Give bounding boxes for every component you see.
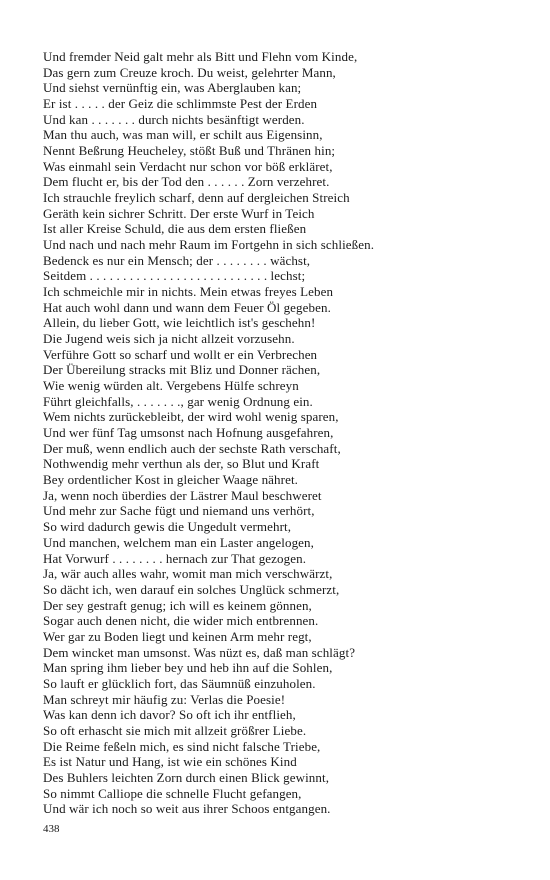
poem-line: Es ist Natur und Hang, ist wie ein schönes Kind	[43, 754, 297, 770]
poem-line: Des Buhlers leichten Zorn durch einen Blick gewinnt,	[43, 769, 330, 785]
poem-line: Was kan denn ich davor? So oft ich ihr entflieh,	[43, 707, 296, 723]
poem-line: So lauft er glücklich fort, das Säumnüß einzuholen.	[43, 675, 316, 691]
poem-line: Nennt Beßrung Heucheley, stößt Buß und Thränen hin;	[43, 143, 336, 159]
page-number: 438	[43, 823, 60, 835]
poem-line: Der muß, wenn endlich auch der sechste Rath verschaft,	[43, 440, 341, 456]
poem-line: Das gern zum Creuze kroch. Du weist, gelehrter Mann,	[43, 64, 336, 80]
poem-line: So dächt ich, wen darauf ein solches Unglück schmerzt,	[43, 581, 340, 597]
poem-line: Hat Vorwurf . . . . . . . . hernach zur That gezogen.	[43, 550, 307, 566]
poem-line: So nimmt Calliope die schnelle Flucht gefangen,	[43, 785, 302, 801]
poem-line: Der Übereilung stracks mit Bliz und Donner rächen,	[43, 362, 321, 378]
poem-line: Hat auch wohl dann und wann dem Feuer Öl gegeben.	[43, 299, 331, 315]
poem-line: Verführe Gott so scharf und wollt er ein Verbrechen	[43, 346, 318, 362]
poem-line: Und siehst vernünftig ein, was Aberglauben kan;	[43, 80, 302, 96]
poem-line: Ja, wenn noch überdies der Lästrer Maul beschweret	[43, 487, 322, 503]
poem-line: Ist aller Kreise Schuld, die aus dem ersten fließen	[43, 221, 307, 237]
poem-line: Wem nichts zurückebleibt, der wird wohl wenig sparen,	[43, 409, 339, 425]
poem-line: Man schreyt mir häufig zu: Verlas die Poesie!	[43, 691, 286, 707]
poem-line: Dem wincket man umsonst. Was nüzt es, daß man schlägt?	[43, 644, 356, 660]
poem-line: Ja, wär auch alles wahr, womit man mich verschwärzt,	[43, 566, 333, 582]
poem-line: Man thu auch, was man will, er schilt aus Eigensinn,	[43, 127, 323, 143]
poem-line: Bedenck es nur ein Mensch; der . . . . . . . . wächst,	[43, 252, 311, 268]
poem-line: Was einmahl sein Verdacht nur schon vor böß erkläret,	[43, 158, 333, 174]
poem-line: Man spring ihm lieber bey und heb ihn auf die Sohlen,	[43, 660, 333, 676]
poem-line: So wird dadurch gewis die Ungedult vermehrt,	[43, 519, 292, 535]
poem-line: Er ist . . . . . der Geiz die schlimmste Pest der Erden	[43, 96, 318, 112]
poem-line: Und wer fünf Tag umsonst nach Hofnung ausgefahren,	[43, 425, 334, 441]
poem-line: Die Reime feßeln mich, es sind nicht falsche Triebe,	[43, 738, 321, 754]
poem-line: Nothwendig mehr verthun als der, so Blut und Kraft	[43, 456, 320, 472]
poem-line: Der sey gestraft genug; ich will es keinem gönnen,	[43, 597, 312, 613]
poem-text	[43, 49, 543, 817]
poem-line: Und wär ich noch so weit aus ihrer Schoos entgangen.	[43, 801, 331, 817]
poem-line: Ich schmeichle mir in nichts. Mein etwas freyes Leben	[43, 284, 334, 300]
poem-line: Ich strauchle freylich scharf, denn auf dergleichen Streich	[43, 190, 350, 206]
poem-line: Und fremder Neid galt mehr als Bitt und Flehn vom Kinde,	[43, 49, 358, 64]
poem-line: Wer gar zu Boden liegt und keinen Arm mehr regt,	[43, 628, 312, 644]
poem-line: Allein, du lieber Gott, wie leichtlich ist's geschehn!	[43, 315, 316, 331]
poem-line: Und manchen, welchem man ein Laster angelogen,	[43, 534, 314, 550]
poem-line: Geräth kein sichrer Schritt. Der erste Wurf in Teich	[43, 205, 315, 221]
poem-line: Seitdem . . . . . . . . . . . . . . . . . . . . . . . . . . . lechst;	[43, 268, 306, 284]
poem-line: Bey ordentlicher Kost in gleicher Waage nähret.	[43, 472, 299, 488]
poem-line: Und nach und nach mehr Raum im Fortgehn in sich schließen.	[43, 237, 375, 253]
poem-line: Führt gleichfalls, . . . . . . ., gar wenig Ordnung ein.	[43, 393, 313, 409]
poem-line: Sogar auch denen nicht, die wider mich entbrennen.	[43, 613, 319, 629]
poem-line: Dem flucht er, bis der Tod den . . . . . . Zorn verzehret.	[43, 174, 330, 190]
poem-line: Und mehr zur Sache fügt und niemand uns verhört,	[43, 503, 315, 519]
poem-line: Die Jugend weis sich ja nicht allzeit vorzusehn.	[43, 331, 295, 347]
poem-line: Und kan . . . . . . . durch nichts besänftigt werden.	[43, 111, 305, 127]
poem-line: So oft erhascht sie mich mit allzeit größrer Liebe.	[43, 722, 307, 738]
poem-line: Wie wenig würden alt. Vergebens Hülfe schreyn	[43, 378, 299, 394]
